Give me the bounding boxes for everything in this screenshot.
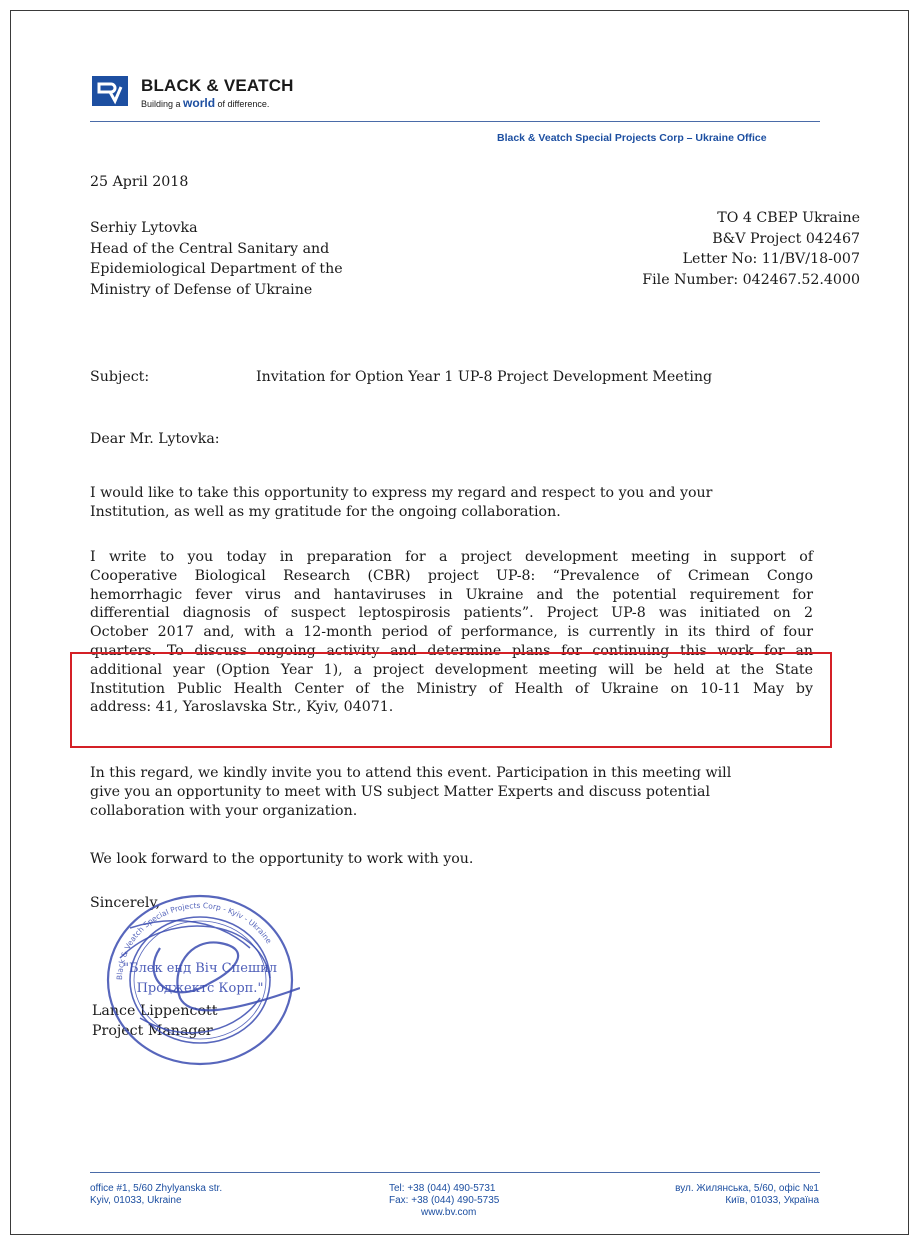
brand-tagline: Building a world of difference. xyxy=(141,96,270,110)
recipient-line: Head of the Central Sanitary and xyxy=(90,240,330,257)
company-stamp-icon xyxy=(100,888,300,1068)
paragraph-line: differential diagnosis of suspect leptospirosis patients”. Project UP-8 was initiated on 2 xyxy=(90,605,813,622)
footer-left xyxy=(90,1183,222,1207)
reference-line: Letter No: 11/BV/18-007 xyxy=(682,251,860,267)
recipient-line: Epidemiological Department of the xyxy=(90,261,343,277)
signatory-title: Project Manager xyxy=(92,1023,213,1039)
subject-label: Subject: xyxy=(90,369,150,385)
footer-line: Kyiv, 01033, Ukraine xyxy=(90,1195,182,1206)
footer-line: Київ, 01033, Україна xyxy=(725,1195,819,1206)
paragraph-line: Institution, as well as my gratitude for the ongoing collaboration. xyxy=(90,503,561,520)
footer-line: Fax: +38 (044) 490-5735 xyxy=(389,1195,500,1206)
reference-line: TO 4 CBEP Ukraine xyxy=(717,210,860,226)
paragraph-4: We look forward to the opportunity to work with you. xyxy=(90,851,474,867)
footer-line: Tel: +38 (044) 490-5731 xyxy=(389,1183,496,1194)
recipient-line: Serhiy Lytovka xyxy=(90,220,198,236)
stamp-text: Проджектс Корп." xyxy=(136,981,264,996)
footer-line: office #1, 5/60 Zhylyanska str. xyxy=(90,1183,223,1194)
salutation: Dear Mr. Lytovka: xyxy=(90,431,220,447)
paragraph-line: quarters. To discuss ongoing activity and determine plans for continuing this work for an xyxy=(90,642,813,659)
reference-line: File Number: 042467.52.4000 xyxy=(642,271,860,288)
header-rule xyxy=(90,121,820,122)
subject-text: Invitation for Option Year 1 UP-8 Project Development Meeting xyxy=(256,369,713,385)
reference-block xyxy=(642,208,860,290)
reference-line: B&V Project 042467 xyxy=(712,230,860,247)
paragraph-line: I would like to take this opportunity to express my regard and respect to you and your xyxy=(90,485,713,501)
paragraph-line: collaboration with your organization. xyxy=(90,802,358,819)
footer-center xyxy=(389,1183,499,1219)
paragraph-line: I write to you today in preparation for a project development meeting in support of xyxy=(90,549,813,565)
recipient-line: Ministry of Defense of Ukraine xyxy=(90,281,313,298)
stamp-ring-text: Black & Veatch Special Projects Corp - Kyiv - Ukraine xyxy=(114,900,274,981)
brand-name: BLACK & VEATCH xyxy=(141,76,294,95)
footer-website-link[interactable]: www.bv.com xyxy=(421,1207,477,1218)
footer-right xyxy=(675,1183,819,1207)
bv-logo-icon xyxy=(92,76,128,106)
closing: Sincerely, xyxy=(90,895,161,911)
stamp-text: "Блек енд Віч Спешил xyxy=(123,961,277,976)
paragraph-1 xyxy=(90,484,810,522)
recipient-block xyxy=(90,218,343,300)
paragraph-line: Institution Public Health Center of the Ministry of Health of Ukraine on 10-11 May by xyxy=(90,680,813,697)
paragraph-line: give you an opportunity to meet with US subject Matter Experts and discuss potential xyxy=(90,783,711,800)
paragraph-line: additional year (Option Year 1), a project development meeting will be held at the State xyxy=(90,661,813,678)
paragraph-3 xyxy=(90,764,810,820)
office-line: Black & Veatch Special Projects Corp – Ukraine Office xyxy=(497,132,767,144)
footer-line: вул. Жилянська, 5/60, офіс №1 xyxy=(675,1183,819,1194)
paragraph-line: October 2017 and, with a 12-month period of performance, is currently in its third of four xyxy=(90,624,813,641)
footer-rule xyxy=(90,1172,820,1173)
highlight-box xyxy=(70,652,832,748)
paragraph-line: Cooperative Biological Research (CBR) project UP-8: “Prevalence of Crimean Congo xyxy=(90,567,813,584)
paragraph-line: address: 41, Yaroslavska Str., Kyiv, 04071. xyxy=(90,699,394,716)
paragraph-line: In this regard, we kindly invite you to attend this event. Participation in this meeting will xyxy=(90,765,732,781)
signatory-name: Lance Lippencott xyxy=(92,1003,218,1019)
paragraph-line: hemorrhagic fever virus and hantaviruses in Ukraine and the potential requirement for xyxy=(90,586,813,603)
letter-date: 25 April 2018 xyxy=(90,174,189,190)
